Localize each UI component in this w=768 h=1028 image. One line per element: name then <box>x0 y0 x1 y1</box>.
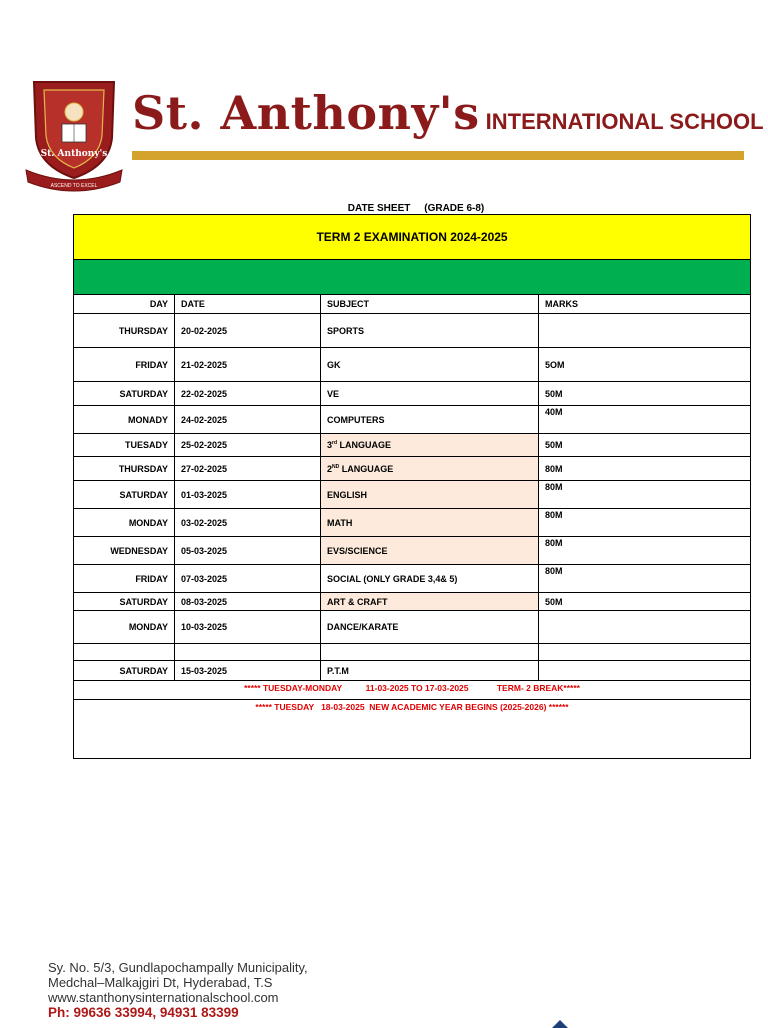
row-day: SATURDAY <box>74 481 175 509</box>
table-row <box>74 348 751 382</box>
subject-number: 3 <box>327 440 333 450</box>
row-subject: DANCE/KARATE <box>321 611 539 644</box>
row-subject <box>321 457 539 481</box>
row-marks: 50M <box>539 382 751 406</box>
row-marks <box>539 661 751 681</box>
row-date: 25-02-2025 <box>175 434 321 457</box>
table-row <box>74 314 751 348</box>
row-date: 05-03-2025 <box>175 537 321 565</box>
row-marks: 40M <box>539 406 751 434</box>
row-day: THURSDAY <box>74 314 175 348</box>
table-row <box>74 565 751 593</box>
row-day: MONDAY <box>74 611 175 644</box>
row-marks: 80M <box>539 565 751 593</box>
subject-text: LANGUAGE <box>337 440 392 450</box>
subject-suffix: ND <box>332 463 340 470</box>
note-row <box>74 700 751 759</box>
row-day: SATURDAY <box>74 382 175 406</box>
table-row <box>74 434 751 457</box>
row-subject: P.T.M <box>321 661 539 681</box>
table-row-empty <box>74 644 751 661</box>
row-marks: 50M <box>539 434 751 457</box>
row-day: MONADY <box>74 406 175 434</box>
table-row <box>74 382 751 406</box>
address-line-1: Sy. No. 5/3, Gundlapochampally Municipality, <box>48 960 308 975</box>
row-marks: 80M <box>539 537 751 565</box>
row-marks: 80M <box>539 457 751 481</box>
row-marks: 50M <box>539 593 751 611</box>
school-name-sub: INTERNATIONAL SCHOOL <box>485 109 764 134</box>
column-header-marks: MARKS <box>539 295 751 314</box>
row-subject: MATH <box>321 509 539 537</box>
row-subject: SPORTS <box>321 314 539 348</box>
column-header-day: DAY <box>74 295 175 314</box>
row-date: 22-02-2025 <box>175 382 321 406</box>
table-row <box>74 406 751 434</box>
row-date: 20-02-2025 <box>175 314 321 348</box>
row-marks <box>539 644 751 661</box>
website: www.stanthonysinternationalschool.com <box>48 990 279 1005</box>
exam-title: TERM 2 EXAMINATION 2024-2025 <box>74 215 751 260</box>
term-break-note: ***** TUESDAY-MONDAY 11-03-2025 TO 17-03-2025 TERM- 2 BREAK***** <box>74 681 751 700</box>
row-day: MONDAY <box>74 509 175 537</box>
row-marks <box>539 611 751 644</box>
row-date: 24-02-2025 <box>175 406 321 434</box>
row-subject: EVS/SCIENCE <box>321 537 539 565</box>
header-divider <box>132 151 744 160</box>
date-sheet-table <box>73 214 751 759</box>
row-day: THURSDAY <box>74 457 175 481</box>
row-subject <box>321 644 539 661</box>
row-date: 21-02-2025 <box>175 348 321 382</box>
row-subject: ENGLISH <box>321 481 539 509</box>
date-sheet-title: DATE SHEET (GRADE 6-8) <box>347 203 485 214</box>
row-day: TUESADY <box>74 434 175 457</box>
logo-text: St. Anthony's <box>40 149 108 159</box>
subject-number: 2 <box>327 463 333 474</box>
row-subject: GK <box>321 348 539 382</box>
subject-suffix: rd <box>332 440 338 446</box>
row-day: FRIDAY <box>74 348 175 382</box>
row-date: 15-03-2025 <box>175 661 321 681</box>
school-name <box>132 86 764 140</box>
row-subject: SOCIAL (ONLY GRADE 3,4& 5) <box>321 565 539 593</box>
column-header-date: DATE <box>175 295 321 314</box>
school-crest-logo <box>24 78 124 198</box>
row-date: 01-03-2025 <box>175 481 321 509</box>
corner-mark-icon <box>552 1018 568 1028</box>
header-row <box>74 295 751 314</box>
logo-motto: ASCEND TO EXCEL <box>50 183 98 189</box>
green-band <box>74 260 751 295</box>
row-day <box>74 644 175 661</box>
row-date: 08-03-2025 <box>175 593 321 611</box>
note-row <box>74 681 751 700</box>
table-row <box>74 509 751 537</box>
row-marks: 80M <box>539 481 751 509</box>
row-day: WEDNESDAY <box>74 537 175 565</box>
row-day: FRIDAY <box>74 565 175 593</box>
row-marks <box>539 314 751 348</box>
row-marks: 80M <box>539 509 751 537</box>
green-band-row <box>74 260 751 295</box>
school-name-script: St. Anthony's <box>132 86 480 140</box>
table-row <box>74 593 751 611</box>
row-date <box>175 644 321 661</box>
row-date: 27-02-2025 <box>175 457 321 481</box>
row-subject: ART & CRAFT <box>321 593 539 611</box>
table-row <box>74 661 751 681</box>
column-header-subject: SUBJECT <box>321 295 539 314</box>
row-date: 07-03-2025 <box>175 565 321 593</box>
row-date: 03-02-2025 <box>175 509 321 537</box>
school-address-block <box>48 960 308 1020</box>
row-subject: COMPUTERS <box>321 406 539 434</box>
row-day: SATURDAY <box>74 593 175 611</box>
table-row <box>74 537 751 565</box>
phone-numbers: Ph: 99636 33994, 94931 83399 <box>48 1005 239 1020</box>
table-row <box>74 457 751 481</box>
new-academic-year-note: ***** TUESDAY 18-03-2025 NEW ACADEMIC YEAR BEGINS (2025-2026) ****** <box>74 700 751 759</box>
row-subject <box>321 434 539 457</box>
row-date: 10-03-2025 <box>175 611 321 644</box>
table-row <box>74 611 751 644</box>
address-line-2: Medchal–Malkajgiri Dt, Hyderabad, T.S <box>48 975 273 990</box>
row-subject: VE <box>321 382 539 406</box>
subject-text: LANGUAGE <box>339 463 394 474</box>
title-row <box>74 215 751 260</box>
row-marks: 5OM <box>539 348 751 382</box>
row-day: SATURDAY <box>74 661 175 681</box>
table-row <box>74 481 751 509</box>
